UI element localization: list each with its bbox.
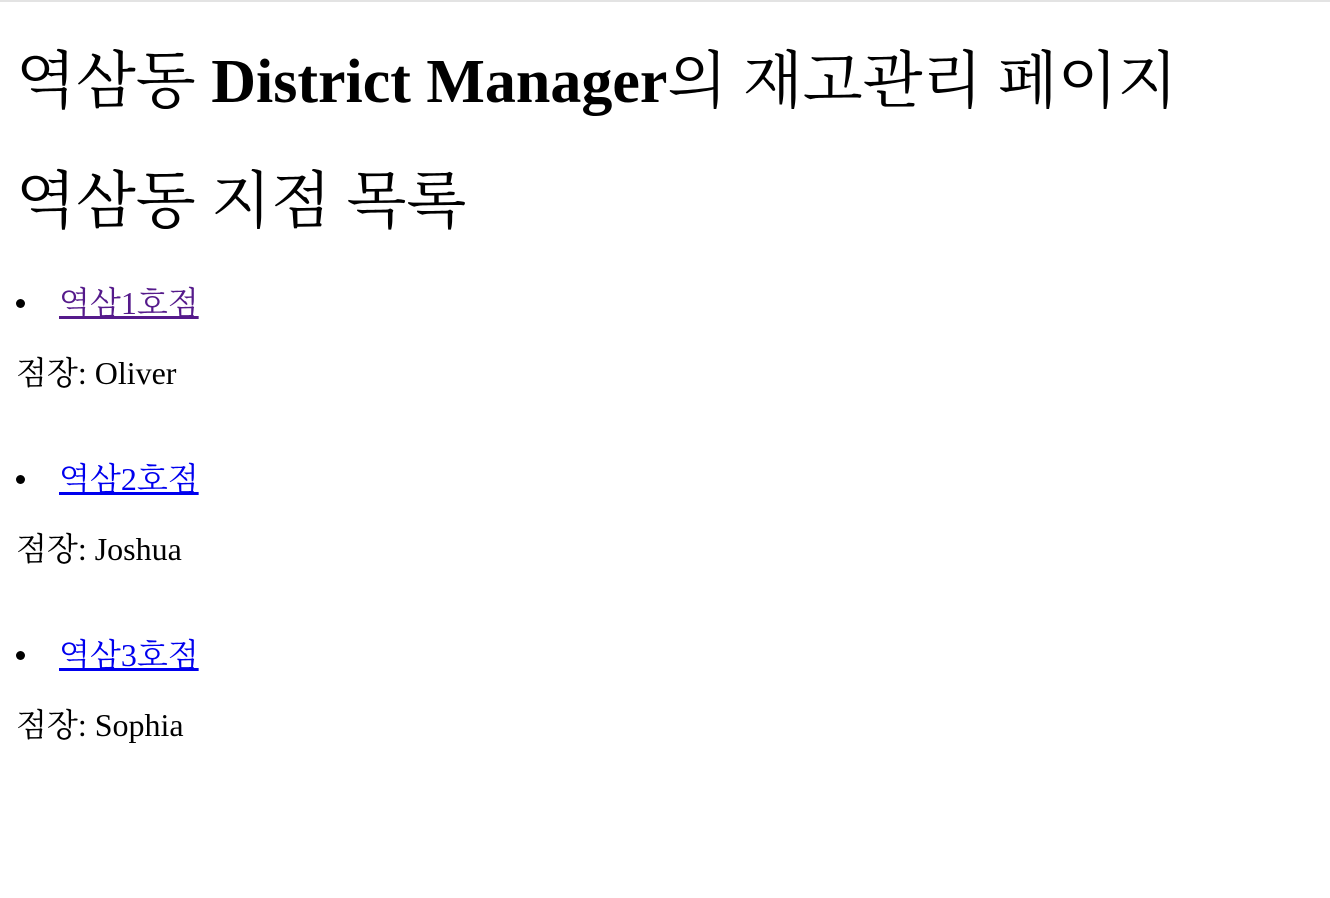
store-link-3[interactable]: 역삼3호점 — [59, 637, 199, 673]
store-entry — [16, 635, 616, 743]
store-link-2[interactable]: 역삼2호점 — [59, 461, 199, 497]
bullet-icon — [16, 475, 25, 484]
list-item — [16, 459, 616, 499]
store-list-heading: 역삼동 지점 목록 — [16, 168, 467, 236]
bullet-icon — [16, 651, 25, 660]
store-manager-3: 점장: Sophia — [16, 707, 184, 743]
store-manager-1: 점장: Oliver — [16, 355, 177, 391]
title-location: 역삼동 — [16, 48, 196, 116]
list-item — [16, 635, 616, 675]
store-entry — [16, 283, 616, 391]
page-title — [16, 46, 1178, 118]
store-entry — [16, 459, 616, 567]
top-border — [0, 0, 1330, 2]
title-role: District Manager — [211, 48, 668, 116]
list-item — [16, 283, 616, 323]
store-link-1[interactable]: 역삼1호점 — [59, 285, 199, 321]
title-suffix: 의 재고관리 페이지 — [667, 48, 1178, 116]
bullet-icon — [16, 299, 25, 308]
store-manager-2: 점장: Joshua — [16, 531, 182, 567]
